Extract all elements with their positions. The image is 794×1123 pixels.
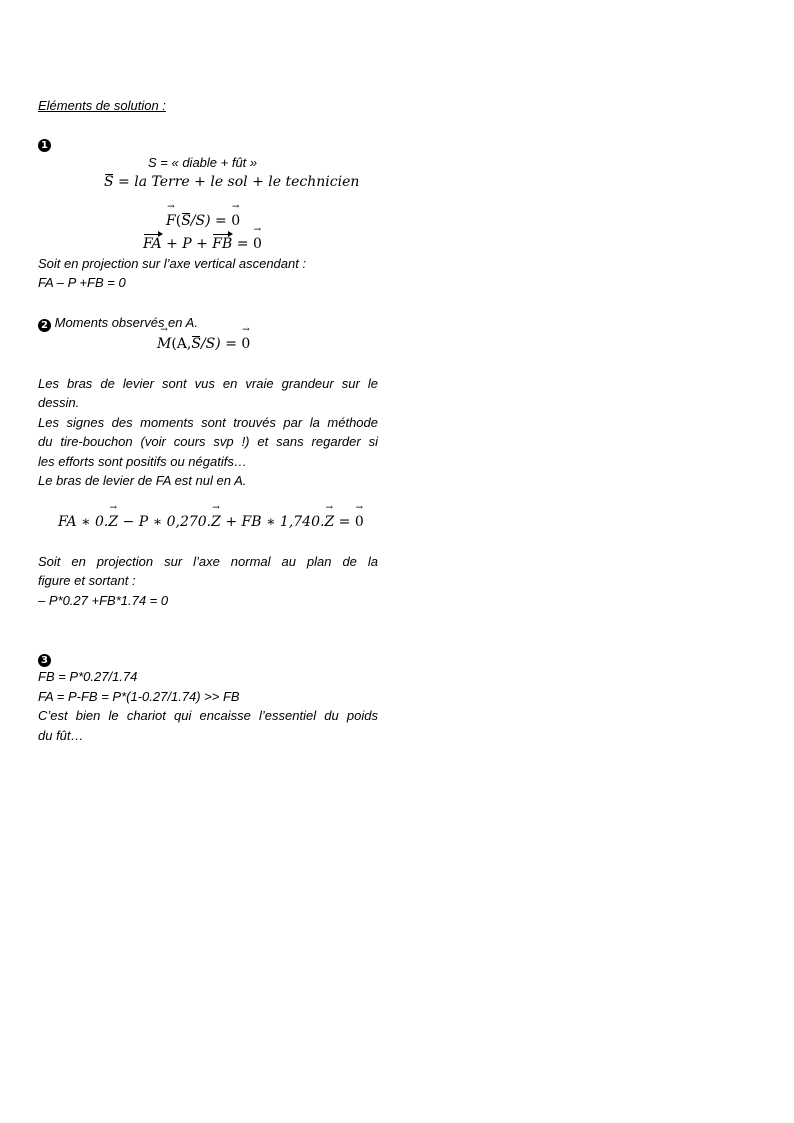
result-line: du fût… bbox=[38, 728, 84, 743]
result-line: C’est bien le chariot qui encaisse l’essentiel du poids bbox=[38, 708, 378, 723]
marker-2: 2 bbox=[38, 319, 51, 332]
moments-title: 2 Moments observés en A. bbox=[38, 313, 198, 332]
paragraph-line: Les bras de levier sont vus en vraie grandeur sur le bbox=[38, 376, 378, 391]
complement-equation: S = la Terre + le sol + le technicien bbox=[104, 174, 360, 190]
moments-projection-equation: – P*0.27 +FB*1.74 = 0 bbox=[38, 593, 169, 608]
marker-1: 1 bbox=[38, 133, 51, 152]
paragraph-line: Le bras de levier de FA est nul en A. bbox=[38, 473, 247, 488]
paragraph-line: du tire-bouchon (voir cours svp !) et sans regarder si bbox=[38, 434, 378, 449]
paragraph-line: les efforts sont positifs ou négatifs… bbox=[38, 454, 247, 469]
projection-equation: FA – P +FB = 0 bbox=[38, 275, 126, 290]
paragraph-line: dessin. bbox=[38, 395, 80, 410]
system-definition: S = « diable + fût » bbox=[148, 155, 258, 170]
forces-equation: FA + P + FB = → 0 bbox=[143, 234, 262, 254]
result-line: FB = P*0.27/1.74 bbox=[38, 669, 138, 684]
force-sum-equation: → F(S/S) = → 0 bbox=[166, 211, 240, 231]
moments-detail-equation: FA ∗ 0.→ Z − P ∗ 0,270.→ Z + FB ∗ 1,740.→ Z = → 0 bbox=[58, 512, 364, 532]
marker-3: 3 bbox=[38, 648, 51, 667]
projection-line: figure et sortant : bbox=[38, 573, 136, 588]
projection-intro: Soit en projection sur l’axe vertical ascendant : bbox=[38, 256, 307, 271]
heading: Eléments de solution : bbox=[38, 98, 166, 113]
result-line: FA = P-FB = P*(1-0.27/1.74) >> FB bbox=[38, 689, 240, 704]
moment-equation: → M(A,S/S) = → 0 bbox=[157, 334, 250, 354]
paragraph-line: Les signes des moments sont trouvés par la méthode bbox=[38, 415, 378, 430]
projection-line: Soit en projection sur l’axe normal au plan de la bbox=[38, 554, 378, 569]
